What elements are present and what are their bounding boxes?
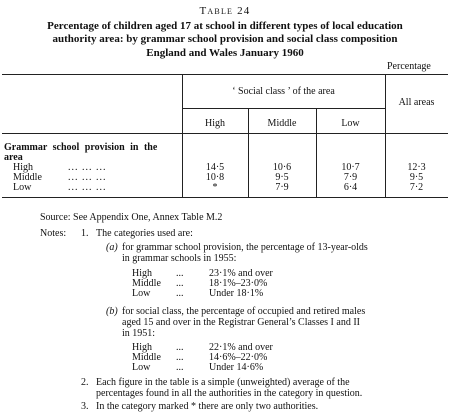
note-a-line-1: for grammar school provision, the percentage of 13-year-olds bbox=[122, 242, 368, 253]
column-group-rule bbox=[182, 108, 385, 109]
note-a-item-value: 23·1% and over bbox=[209, 268, 273, 279]
note-a-item-dots: ... bbox=[176, 278, 184, 289]
note-b-item-dots: ... bbox=[176, 352, 184, 363]
note-b-item-value: Under 14·6% bbox=[209, 362, 264, 373]
source-line: Source: See Appendix One, Annex Table M.2 bbox=[40, 212, 223, 223]
note-a-item-dots: ... bbox=[176, 288, 184, 299]
note-1-text: The categories used are: bbox=[96, 228, 193, 239]
row-label-low: Low bbox=[13, 182, 32, 193]
note-a-item-value: 18·1%–23·0% bbox=[209, 278, 268, 289]
notes-label: Notes: bbox=[40, 228, 67, 239]
note-b-item-value: 22·1% and over bbox=[209, 342, 273, 353]
row-leader-dots: ... ... ... bbox=[68, 182, 107, 193]
table-subtitle: England and Wales January 1960 bbox=[146, 47, 304, 59]
row-label-high: High bbox=[13, 162, 33, 173]
table-cell: 10·7 bbox=[341, 162, 360, 173]
column-header-all-areas: All areas bbox=[398, 97, 435, 108]
row-label-middle: Middle bbox=[13, 172, 42, 183]
note-a-item-label: Middle bbox=[132, 278, 161, 289]
note-a-item-label: Low bbox=[132, 288, 151, 299]
note-3-number: 3. bbox=[81, 401, 89, 412]
note-2-number: 2. bbox=[81, 377, 89, 388]
note-2-line-2: percentages found in all the authorities in the category in question. bbox=[96, 388, 363, 399]
table-cell: 10·6 bbox=[272, 162, 292, 173]
note-b-line-1: for social class, the percentage of occupied and retired males bbox=[122, 306, 366, 317]
note-a-line-2: in grammar schools in 1955: bbox=[122, 253, 237, 264]
note-1-number: 1. bbox=[81, 228, 89, 239]
note-b-item-label: Middle bbox=[132, 352, 161, 363]
note-2-line-1: Each figure in the table is a simple (unweighted) average of the bbox=[96, 377, 350, 388]
table-top-rule bbox=[2, 74, 448, 75]
row-group-label-continued: area bbox=[4, 152, 23, 163]
column-header-low: Low bbox=[341, 118, 360, 129]
table-label: Table 24 bbox=[199, 5, 251, 17]
table-cell-all-areas: 7·2 bbox=[409, 182, 424, 193]
row-group-label: Grammar school provision in the bbox=[4, 142, 158, 153]
note-a-label: (a) bbox=[106, 242, 118, 253]
note-b-label: (b) bbox=[106, 306, 118, 317]
note-b-item-label: High bbox=[132, 342, 152, 353]
note-b-line-2: aged 15 and over in the Registrar General’s Classes I and II bbox=[122, 317, 360, 328]
row-leader-dots: ... ... ... bbox=[68, 172, 107, 183]
table-bottom-rule bbox=[2, 197, 448, 198]
column-header-high: High bbox=[205, 118, 225, 129]
column-header-middle: Middle bbox=[267, 118, 297, 129]
note-b-item-dots: ... bbox=[176, 342, 184, 353]
table-title-line-2: authority area: by grammar school provision and social class composition bbox=[52, 33, 398, 45]
note-b-item-label: Low bbox=[132, 362, 151, 373]
table-cell: 7·9 bbox=[275, 182, 289, 193]
table-cell: * bbox=[212, 182, 218, 193]
note-b-item-dots: ... bbox=[176, 362, 184, 373]
note-a-item-value: Under 18·1% bbox=[209, 288, 264, 299]
table-cell-all-areas: 12·3 bbox=[407, 162, 426, 173]
note-a-item-dots: ... bbox=[176, 268, 184, 279]
unit-label: Percentage bbox=[387, 61, 431, 72]
header-bottom-rule bbox=[2, 133, 448, 134]
note-3-text: In the category marked * there are only two authorities. bbox=[96, 401, 319, 412]
table-cell: 6·4 bbox=[343, 182, 358, 193]
note-a-item-label: High bbox=[132, 268, 152, 279]
table-title-line-1: Percentage of children aged 17 at school in different types of local education bbox=[47, 20, 403, 32]
row-leader-dots: ... ... ... bbox=[68, 162, 107, 173]
table-cell-all-areas: 9·5 bbox=[409, 172, 424, 183]
note-b-line-3: in 1951: bbox=[122, 328, 156, 339]
table-cell: 14·5 bbox=[205, 162, 225, 173]
table-cell: 9·5 bbox=[275, 172, 289, 183]
column-group-header: ‘ Social class ’ of the area bbox=[232, 86, 335, 97]
note-b-item-value: 14·6%–22·0% bbox=[209, 352, 268, 363]
table-cell: 10·8 bbox=[205, 172, 225, 183]
table-cell: 7·9 bbox=[343, 172, 358, 183]
